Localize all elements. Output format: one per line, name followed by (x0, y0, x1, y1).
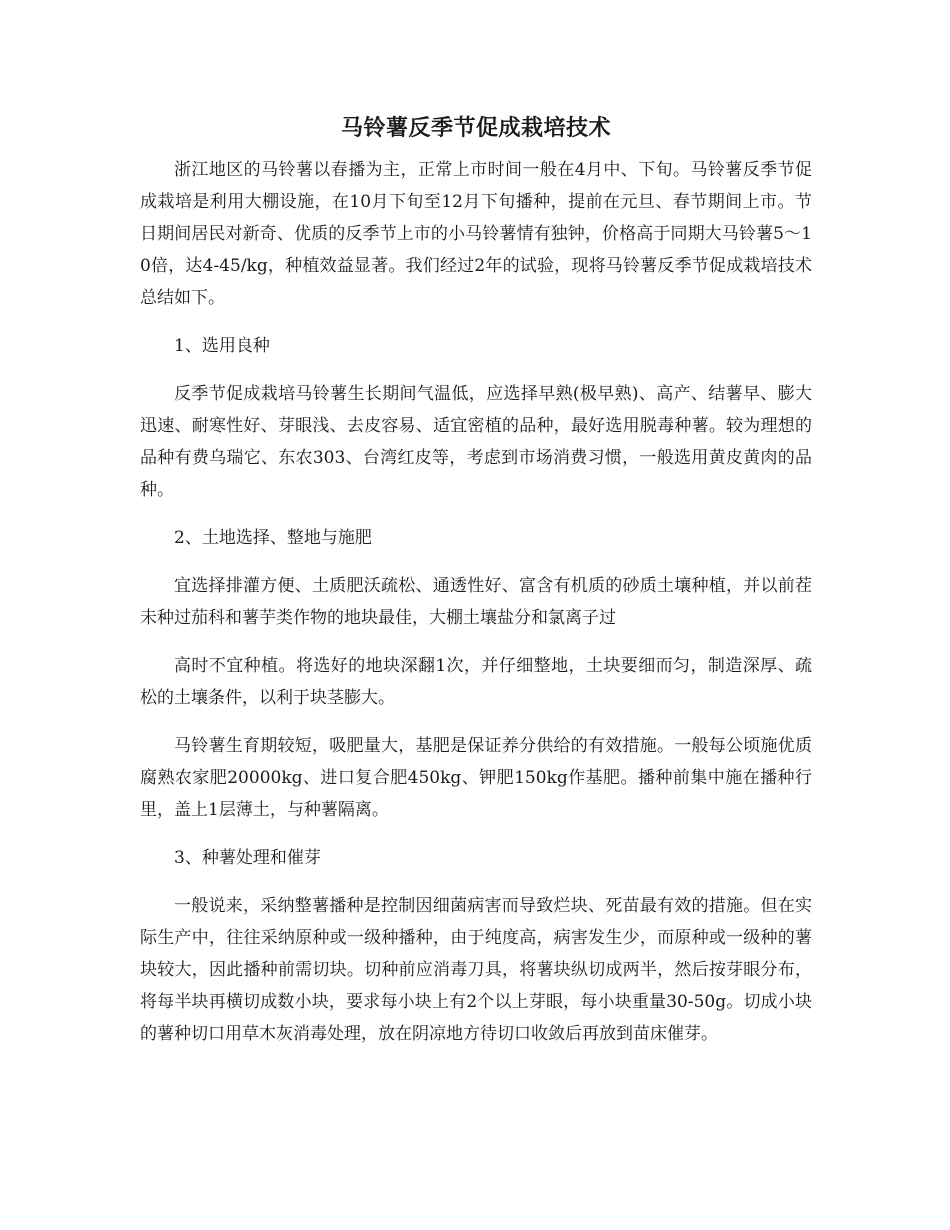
section-1-paragraph: 反季节促成栽培马铃薯生长期间气温低，应选择早熟(极早熟)、高产、结薯早、膨大迅速、耐寒性好、芽眼浅、去皮容易、适宜密植的品种，最好选用脱毒种薯。较为理想的品种有费乌瑞它、东农303、台湾红皮等，考虑到市场消费习惯，一般选用黄皮黄肉的品种。 (140, 384, 812, 500)
section-heading-3: 3、种薯处理和催芽 (174, 848, 321, 868)
section-heading-1: 1、选用良种 (174, 336, 270, 356)
section-2-paragraph-3: 马铃薯生育期较短，吸肥量大，基肥是保证养分供给的有效措施。一般每公顷施优质腐熟农家肥20000kg、进口复合肥450kg、钾肥150kg作基肥。播种前集中施在播种行里，盖上1层薄土，与种薯隔离。 (140, 736, 812, 820)
section-heading-2: 2、土地选择、整地与施肥 (174, 528, 372, 548)
section-2-paragraph-2: 高时不宜种植。将选好的地块深翻1次，并仔细整地，土块要细而匀，制造深厚、疏松的土壤条件，以利于块茎膨大。 (140, 656, 812, 708)
intro-paragraph: 浙江地区的马铃薯以春播为主，正常上市时间一般在4月中、下旬。马铃薯反季节促成栽培是利用大棚设施，在10月下旬至12月下旬播种，提前在元旦、春节期间上市。节日期间居民对新奇、优质的反季节上市的小马铃薯情有独钟，价格高于同期大马铃薯5～10倍，达4-45/kg，种植效益显著。我们经过2年的试验，现将马铃薯反季节促成栽培技术总结如下。 (140, 160, 812, 308)
section-2-paragraph-1: 宜选择排灌方便、土质肥沃疏松、通透性好、富含有机质的砂质土壤种植，并以前茬未种过茄科和薯芋类作物的地块最佳，大棚土壤盐分和氯离子过 (140, 576, 812, 628)
document-page (140, 112, 812, 1066)
section-3-paragraph: 一般说来，采纳整薯播种是控制因细菌病害而导致烂块、死苗最有效的措施。但在实际生产中，往往采纳原种或一级种播种，由于纯度高，病害发生少，而原种或一级种的薯块较大，因此播种前需切块。切种前应消毒刀具，将薯块纵切成两半，然后按芽眼分布，将每半块再横切成数小块，要求每小块上有2个以上芽眼，每小块重量30-50g。切成小块的薯种切口用草木灰消毒处理，放在阴凉地方待切口收敛后再放到苗床催芽。 (140, 896, 812, 1044)
document-title: 马铃薯反季节促成栽培技术 (340, 115, 611, 141)
